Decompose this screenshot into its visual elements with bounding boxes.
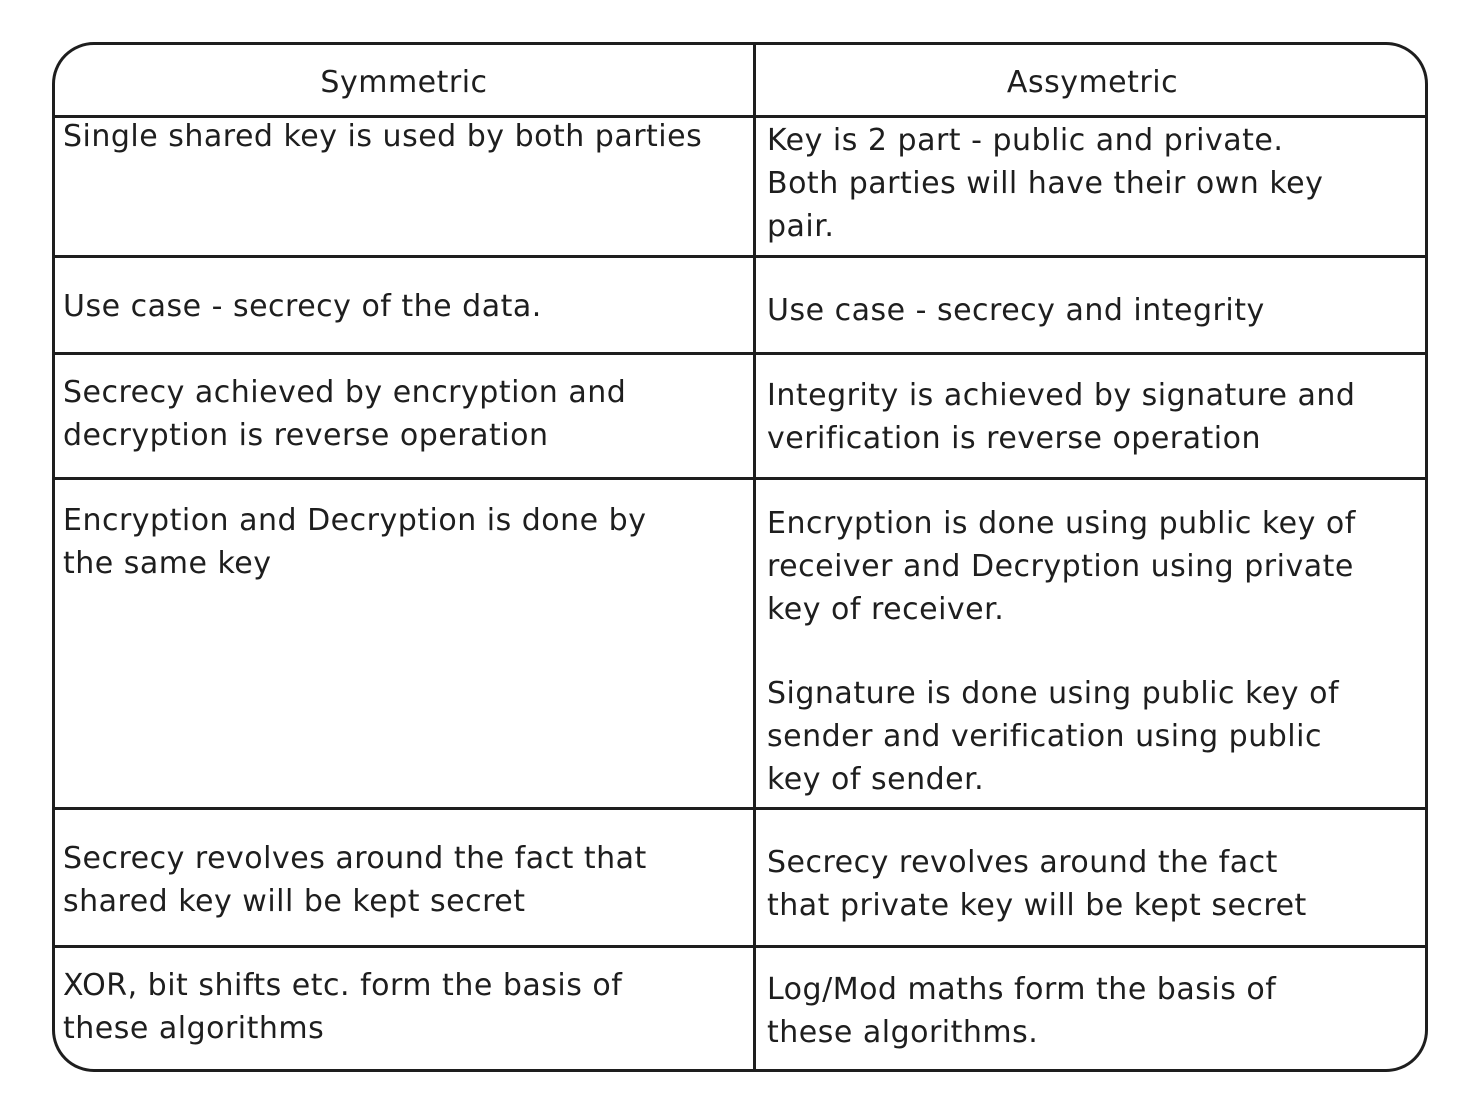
row-3-assymetric: Integrity is achieved by signature and verification is reverse operation [767, 378, 1356, 456]
row-5-symmetric: Secrecy revolves around the fact that shared key will be kept secret [63, 841, 647, 919]
row-4-assymetric-extra: Signature is done using public key of sender and verification using public key of sender. [767, 676, 1340, 797]
row-divider [55, 352, 1425, 355]
comparison-table [52, 42, 1428, 1072]
row-1-assymetric: Key is 2 part - public and private. Both parties will have their own key pair. [767, 123, 1324, 244]
row-2-symmetric: Use case - secrecy of the data. [63, 289, 542, 324]
column-divider [753, 45, 756, 1069]
row-divider [55, 807, 1425, 810]
row-3-symmetric: Secrecy achieved by encryption and decryption is reverse operation [63, 375, 627, 453]
row-4-symmetric: Encryption and Decryption is done by the same key [63, 503, 647, 581]
row-1-symmetric: Single shared key is used by both parties [63, 119, 703, 154]
row-divider [55, 477, 1425, 480]
row-5-assymetric: Secrecy revolves around the fact that private key will be kept secret [767, 845, 1307, 923]
row-divider [55, 945, 1425, 948]
header-symmetric: Symmetric [320, 65, 488, 100]
row-2-assymetric: Use case - secrecy and integrity [767, 293, 1265, 328]
row-6-assymetric: Log/Mod maths form the basis of these algorithms. [767, 972, 1277, 1050]
header-assymetric: Assymetric [1006, 65, 1179, 100]
row-divider [55, 255, 1425, 258]
row-6-symmetric: XOR, bit shifts etc. form the basis of these algorithms [63, 968, 623, 1046]
row-4-assymetric: Encryption is done using public key of receiver and Decryption using private key of receiver. [767, 506, 1356, 627]
